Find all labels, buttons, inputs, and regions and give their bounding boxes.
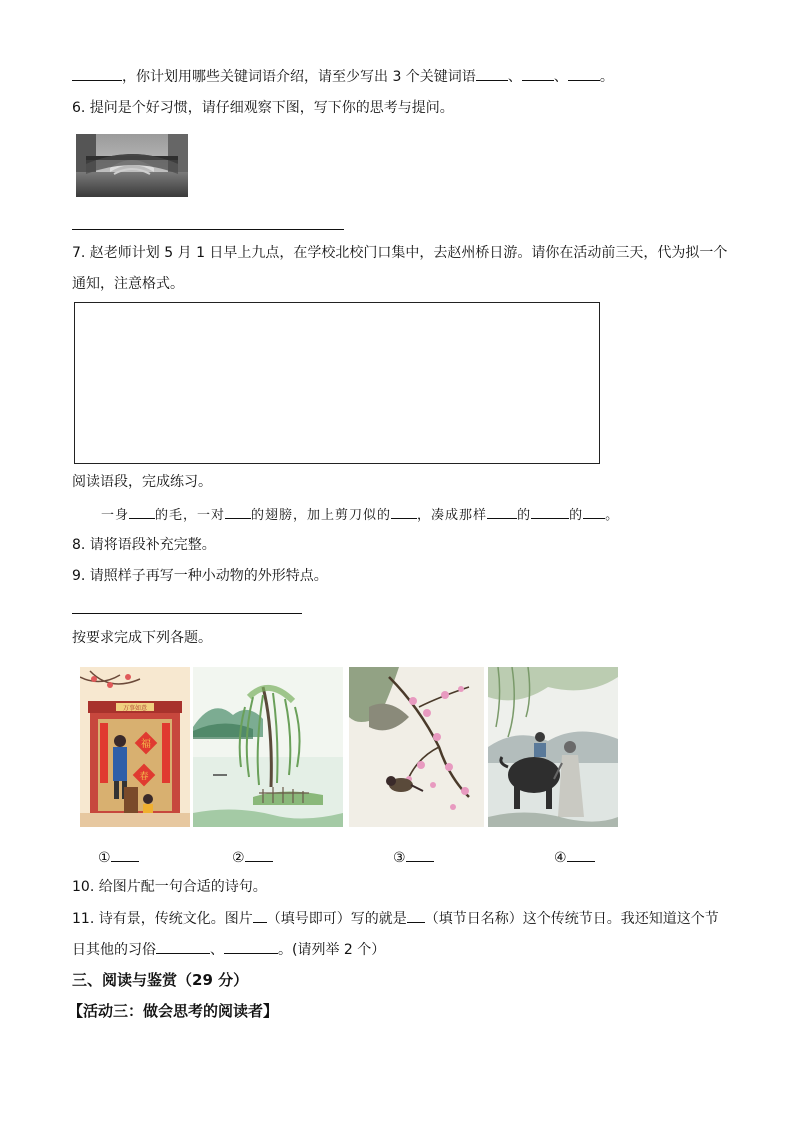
- passage-text: 的毛，一对: [155, 508, 226, 523]
- answer-blank[interactable]: [391, 504, 417, 519]
- zhaozhou-bridge-photo: [76, 134, 188, 197]
- q11-text: （填节日名称）这个传统节日。我还知道这个节: [424, 911, 719, 927]
- answer-blank[interactable]: [225, 504, 251, 519]
- picture-label-4: [554, 847, 595, 866]
- q11-text: （填号即可）写的就是: [266, 911, 407, 927]
- swallow-passage: [101, 504, 619, 526]
- herd-boy-picture: [488, 667, 618, 827]
- answer-blank[interactable]: [522, 66, 554, 81]
- passage-text: 一身: [101, 508, 130, 523]
- label-number: ①: [98, 850, 111, 866]
- answer-blank[interactable]: [476, 66, 508, 81]
- q9-answer-line[interactable]: [72, 613, 302, 614]
- label-number: ④: [554, 850, 567, 866]
- reading-instruction: 阅读语段，完成练习。: [72, 474, 212, 490]
- spring-festival-picture: [80, 667, 190, 827]
- q8-prompt: 8. 请将语段补充完整。: [72, 537, 216, 553]
- q5-tail-line: [72, 66, 614, 87]
- label-number: ②: [232, 850, 245, 866]
- answer-blank[interactable]: [72, 66, 122, 81]
- chun-character: 春: [139, 772, 149, 782]
- passage-text: ，凑成那样: [417, 508, 488, 523]
- picture-label-3: [393, 847, 434, 866]
- label-number: ③: [393, 850, 406, 866]
- answer-blank[interactable]: [531, 504, 569, 519]
- q11-line1: [72, 908, 719, 929]
- q5-text: ，你计划用哪些关键词语介绍，请至少写出 3 个关键词语: [122, 69, 476, 85]
- q9-prompt: 9. 请照样子再写一种小动物的外形特点。: [72, 568, 328, 584]
- answer-blank[interactable]: [156, 939, 210, 954]
- q11-text: 11. 诗有景，传统文化。图片: [72, 911, 253, 927]
- separator: 、: [553, 69, 568, 85]
- separator: 、: [507, 69, 522, 85]
- q7-prompt-line1: 7. 赵老师计划 5 月 1 日早上九点，在学校北校门口集中，去赵州桥日游。请你在活动前三天，代为拟一个: [72, 245, 728, 261]
- answer-blank[interactable]: [111, 847, 139, 862]
- answer-blank[interactable]: [487, 504, 517, 519]
- answer-blank[interactable]: [567, 847, 595, 862]
- couplet-top-text: 万事如意: [122, 705, 148, 712]
- answer-blank[interactable]: [253, 908, 267, 923]
- q11-text: 。(请列举 2 个）: [278, 942, 386, 958]
- answer-blank[interactable]: [129, 504, 155, 519]
- q11-text: 日其他的习俗: [72, 942, 156, 958]
- passage-text: 。: [605, 508, 620, 523]
- answer-blank[interactable]: [407, 908, 425, 923]
- answer-blank[interactable]: [406, 847, 434, 862]
- passage-text: 的翅膀，加上剪刀似的: [251, 508, 392, 523]
- q6-prompt: 6. 提问是个好习惯，请仔细观察下图，写下你的思考与提问。: [72, 100, 454, 116]
- answer-blank[interactable]: [583, 504, 605, 519]
- q6-answer-line[interactable]: [72, 229, 344, 230]
- q10-prompt: 10. 给图片配一句合适的诗句。: [72, 879, 267, 895]
- separator: 、: [210, 942, 224, 958]
- willow-landscape-picture: [193, 667, 343, 827]
- answer-blank[interactable]: [245, 847, 273, 862]
- answer-blank[interactable]: [568, 66, 600, 81]
- passage-text: 的: [517, 508, 532, 523]
- picture-label-2: [232, 847, 273, 866]
- fu-character: 福: [141, 739, 151, 750]
- activity3-title: 【活动三：做会思考的阅读者】: [68, 1002, 279, 1020]
- section3-title: 三、阅读与鉴赏（29 分）: [72, 971, 249, 989]
- section-intro: 按要求完成下列各题。: [72, 630, 212, 646]
- peach-blossom-picture: [349, 667, 484, 827]
- q11-line2: [72, 939, 385, 960]
- picture-label-1: [98, 847, 139, 866]
- q7-prompt-line2: 通知，注意格式。: [72, 276, 184, 292]
- answer-blank[interactable]: [224, 939, 278, 954]
- passage-text: 的: [569, 508, 584, 523]
- notice-writing-box[interactable]: [74, 302, 600, 464]
- period: 。: [599, 69, 614, 85]
